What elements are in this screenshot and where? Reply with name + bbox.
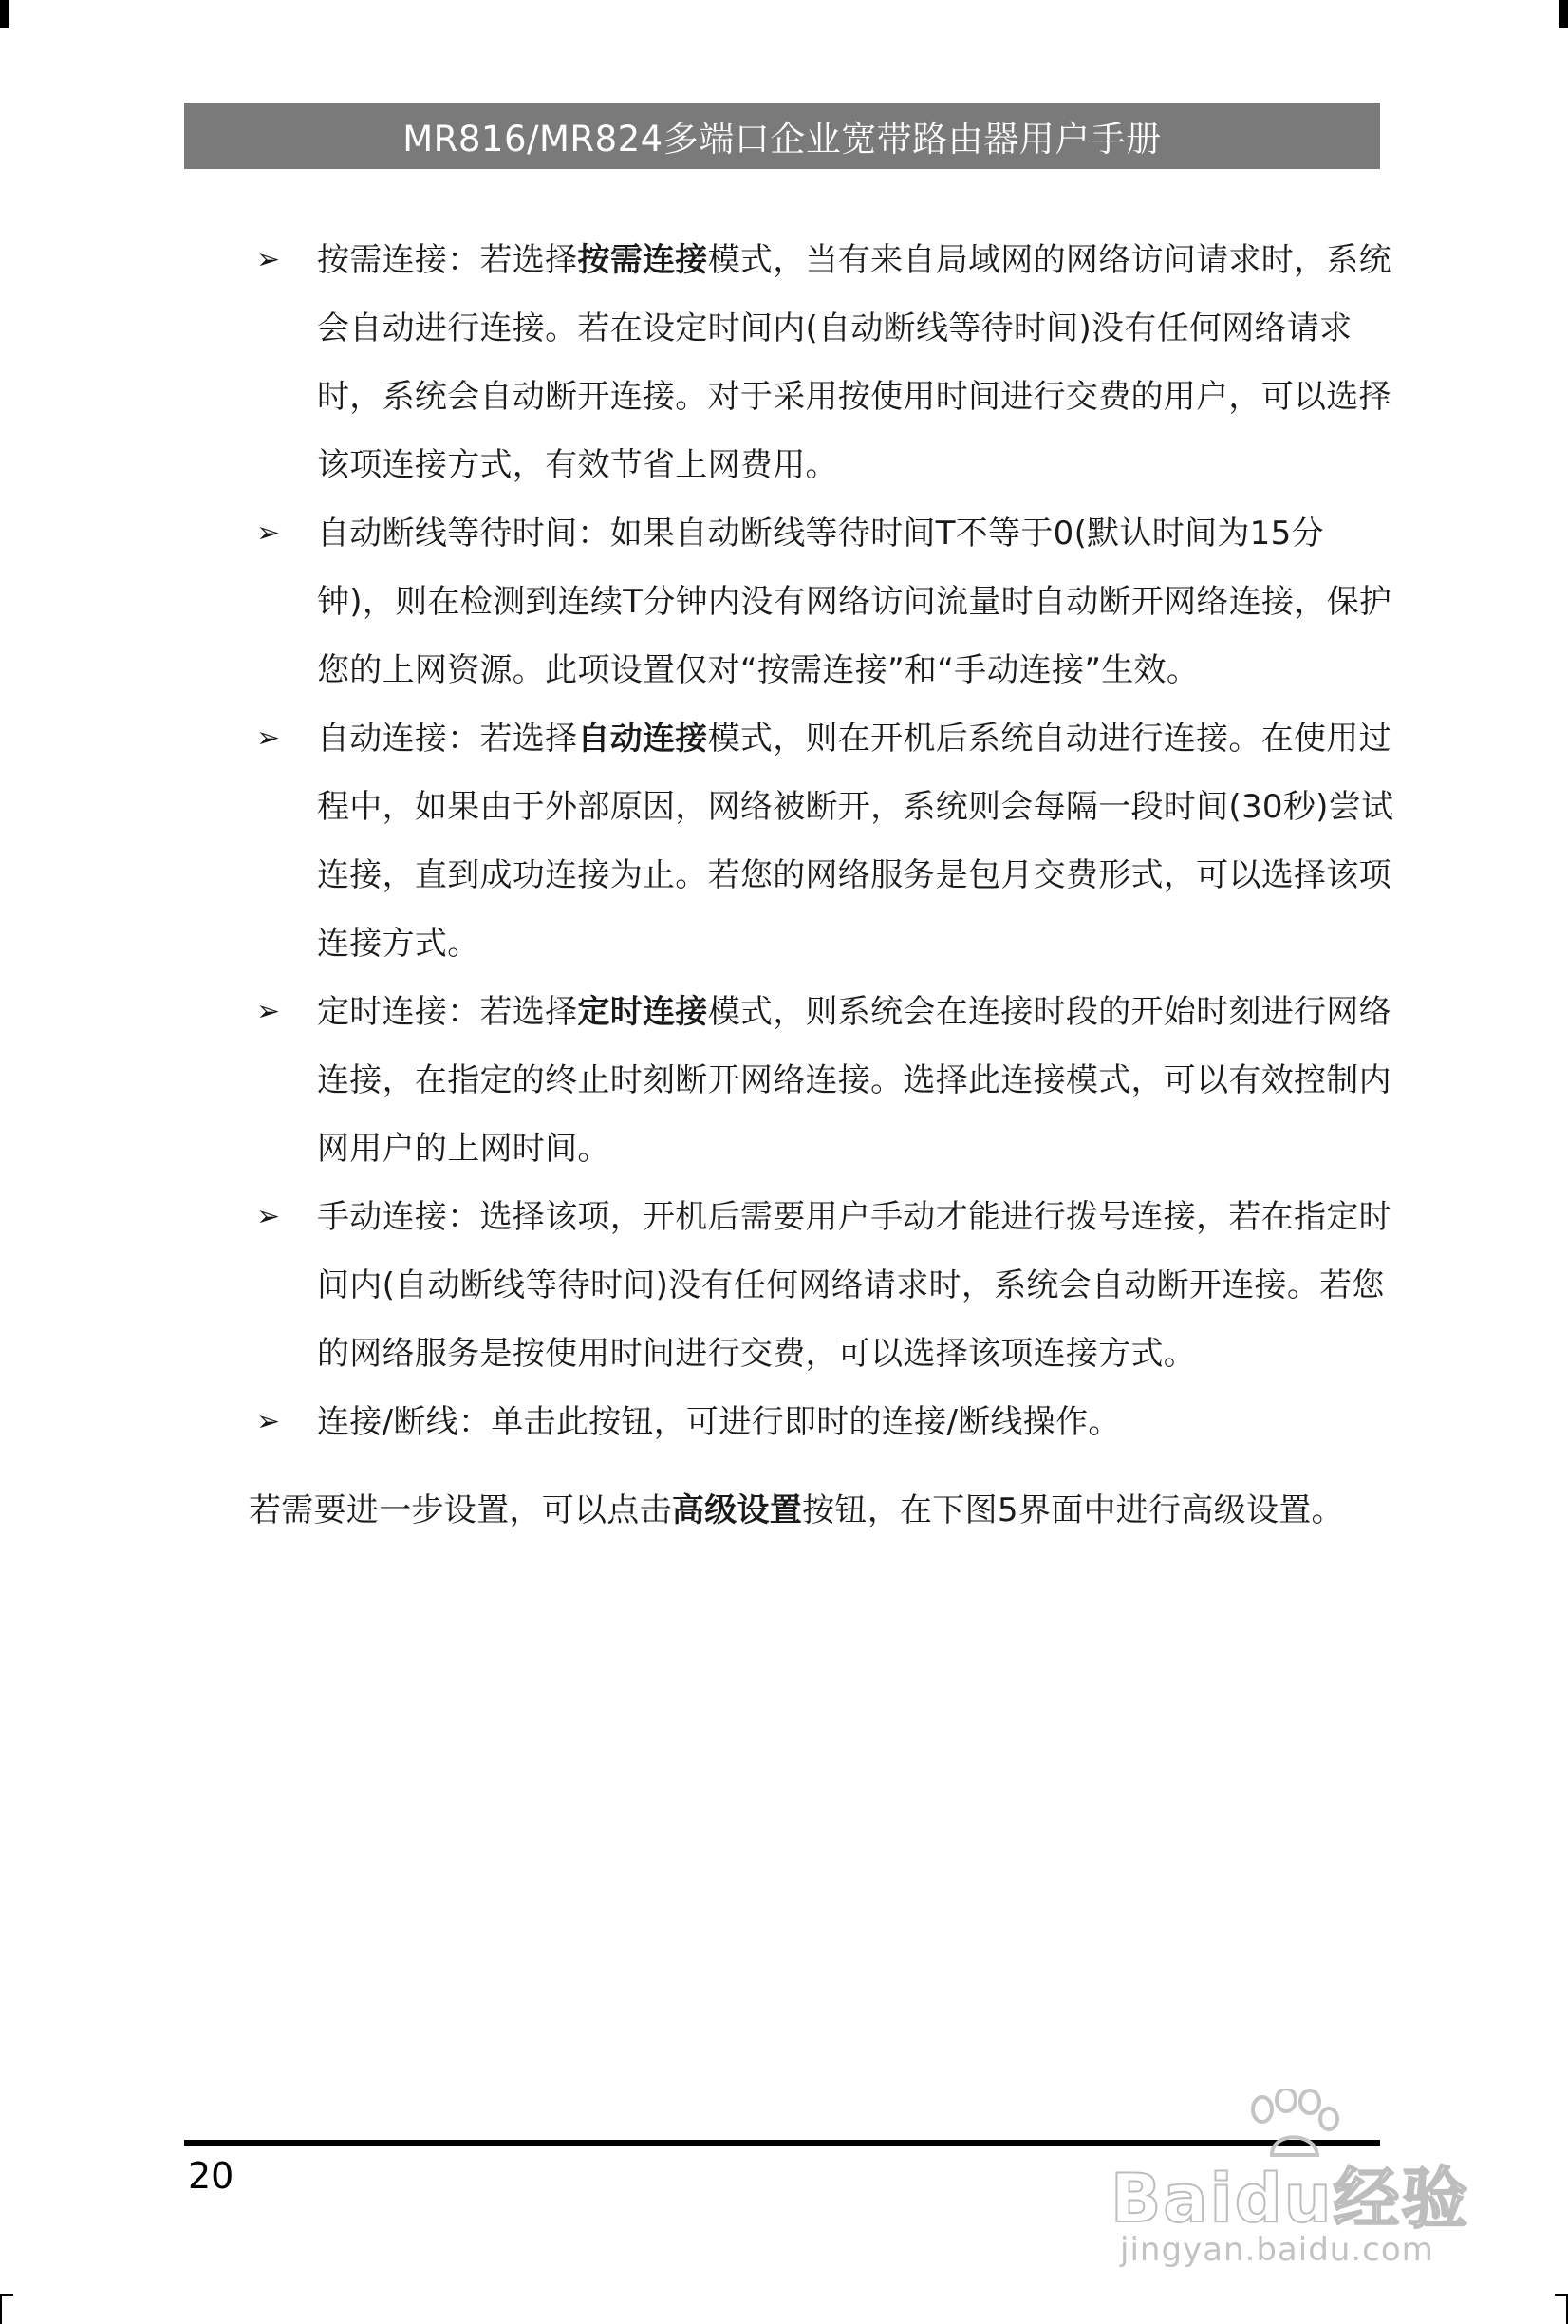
bullet-text: 模式，则系统会在连接时段的开始时刻进行网络连接，在指定的终止时刻断开网络连接。选择此连接模式，可以有效控制内网用户的上网时间。: [317, 993, 1391, 1168]
advanced-settings-term: 高级设置: [671, 1491, 803, 1529]
bullet-bold-term: 定时连接: [577, 993, 708, 1031]
bullet-text: 定时连接：若选择: [317, 993, 578, 1031]
bullet-text: 自动连接：若选择: [317, 720, 578, 758]
running-header: [184, 103, 1380, 169]
crop-mark-top-left: [0, 0, 9, 28]
arrow-bullet-icon: ➢: [256, 243, 281, 276]
arrow-bullet-icon: ➢: [256, 995, 281, 1028]
bullet-text: 自动断线等待时间：如果自动断线等待时间T不等于0(默认时间为15分钟)，则在检测到连续T分钟内没有网络访问流量时自动断开网络连接，保护您的上网资源。此项设置仅对“按需连接”和“手动连接”生效。: [317, 515, 1392, 689]
page-number: 20: [188, 2155, 234, 2197]
bullet-bold-term: 按需连接: [577, 241, 708, 279]
closing-paragraph: [249, 1476, 1407, 1545]
bullet-bold-term: 自动连接: [577, 720, 708, 758]
bullet-auto-disconnect-wait: [256, 499, 1395, 704]
bullet-text: 手动连接：选择该项，开机后需要用户手动才能进行拨号连接，若在指定时间内(自动断线等待时间)没有任何网络请求时，系统会自动断开连接。若您的网络服务是按使用时间进行交费，可以选择该项连接方式。: [317, 1198, 1391, 1373]
bullet-text: 模式，当有来自局域网的网络访问请求时，系统会自动进行连接。若在设定时间内(自动断线等待时间)没有任何网络请求时，系统会自动断开连接。对于采用按使用时间进行交费的用户，可以选择该项连接方式，有效节省上网费用。: [317, 241, 1391, 484]
bullet-connect-disconnect: [256, 1388, 1395, 1456]
arrow-bullet-icon: ➢: [256, 1200, 281, 1233]
crop-mark-top-right: [1559, 0, 1568, 28]
closing-text: 若需要进一步设置，可以点击: [249, 1491, 672, 1529]
bullet-manual-connect: [256, 1183, 1395, 1388]
watermark-url: jingyan.baidu.com: [1120, 2231, 1434, 2269]
manual-title: MR816/MR824多端口企业宽带路由器用户手册: [402, 119, 1162, 159]
bullet-text: 模式，则在开机后系统自动进行连接。在使用过程中，如果由于外部原因，网络被断开，系统则会每隔一段时间(30秒)尝试连接，直到成功连接为止。若您的网络服务是包月交费形式，可以选择该项连接方式。: [317, 720, 1394, 963]
bullet-auto-connect: [256, 704, 1395, 978]
body-content: [256, 226, 1395, 1456]
crop-mark-bottom-right: [1555, 2294, 1568, 2324]
arrow-bullet-icon: ➢: [256, 1405, 281, 1438]
watermark-brand: Baidu经验: [1111, 2160, 1470, 2238]
arrow-bullet-icon: ➢: [256, 516, 281, 550]
bullet-text: 连接/断线：单击此按钮，可进行即时的连接/断线操作。: [317, 1403, 1121, 1441]
bullet-on-demand: [256, 226, 1395, 499]
arrow-bullet-icon: ➢: [256, 722, 281, 755]
crop-mark-bottom-left: [0, 2294, 13, 2324]
closing-text: 按钮，在下图5界面中进行高级设置。: [802, 1491, 1344, 1529]
bullet-text: 按需连接：若选择: [317, 241, 578, 279]
bullet-scheduled-connect: [256, 978, 1395, 1183]
baidu-watermark: [1111, 2089, 1490, 2278]
